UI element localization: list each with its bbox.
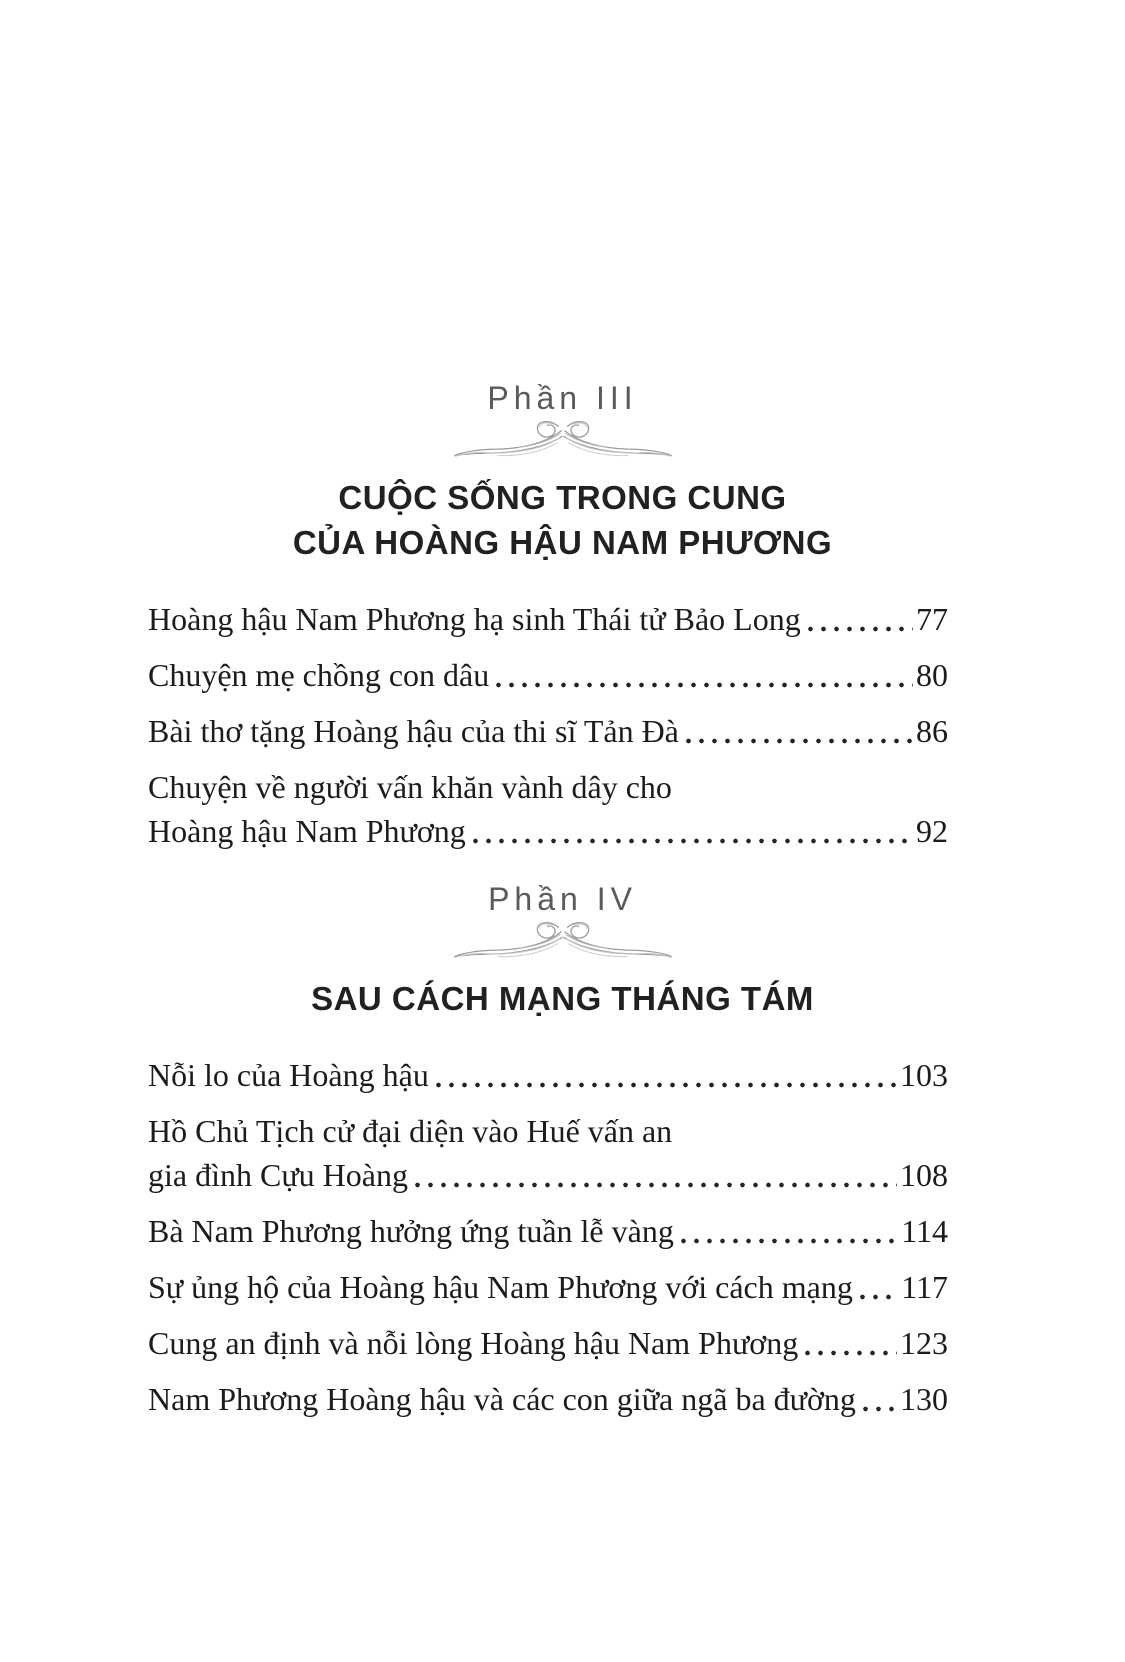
dot-leader: [856, 1294, 898, 1300]
part-label: Phần IV: [488, 881, 637, 917]
toc-entry: [148, 1321, 948, 1365]
entry-page-number: 80: [916, 657, 948, 693]
section-title-line: SAU CÁCH MẠNG THÁNG TÁM: [311, 980, 814, 1017]
toc-section-part-iv: [0, 881, 1125, 1421]
toc-entry: [148, 1377, 948, 1421]
section-title-line: CỦA HOÀNG HẬU NAM PHƯƠNG: [292, 524, 833, 561]
entry-page-number: 117: [901, 1269, 948, 1305]
entry-page-number: 92: [916, 813, 948, 849]
entry-page-number: 114: [901, 1213, 948, 1249]
toc-entry-list: [148, 597, 948, 853]
section-title-line: CUỘC SỐNG TRONG CUNG: [338, 479, 787, 516]
toc-entry: [148, 1053, 948, 1097]
dot-leader: [682, 738, 913, 744]
entry-title: Bà Nam Phương hưởng ứng tuần lễ vàng: [148, 1213, 674, 1249]
entry-title: Sự ủng hộ của Hoàng hậu Nam Phương với cách mạng: [148, 1269, 853, 1305]
entry-page-number: 77: [916, 601, 948, 637]
flourish-divider-icon: [0, 920, 1125, 962]
toc-entry: [148, 765, 948, 853]
toc-entry: [148, 709, 948, 753]
dot-leader: [804, 626, 913, 632]
toc-entry: [148, 1109, 948, 1197]
entry-title-line2: Hoàng hậu Nam Phương: [148, 813, 466, 849]
flourish-divider-icon: [0, 419, 1125, 461]
toc-section-part-iii: [0, 380, 1125, 853]
dot-leader: [677, 1238, 898, 1244]
entry-title-line2: gia đình Cựu Hoàng: [148, 1157, 408, 1193]
dot-leader: [801, 1350, 897, 1356]
entry-page-number: 108: [900, 1157, 948, 1193]
entry-title: Hoàng hậu Nam Phương hạ sinh Thái tử Bảo Long: [148, 601, 801, 637]
toc-entry: [148, 1209, 948, 1253]
entry-title: Bài thơ tặng Hoàng hậu của thi sĩ Tản Đà: [148, 713, 679, 749]
entry-page-number: 86: [916, 713, 948, 749]
entry-title: Nam Phương Hoàng hậu và các con giữa ngã ba đường: [148, 1381, 856, 1417]
entry-page-number: 103: [900, 1057, 948, 1093]
entry-title-line1: Chuyện về người vấn khăn vành dây cho: [148, 769, 672, 805]
dot-leader: [411, 1182, 897, 1188]
section-title: [0, 976, 1125, 1021]
entry-title: Cung an định và nỗi lòng Hoàng hậu Nam Phương: [148, 1325, 799, 1361]
dot-leader: [432, 1082, 897, 1088]
dot-leader: [859, 1406, 897, 1412]
entry-title: Chuyện mẹ chồng con dâu: [148, 657, 490, 693]
part-label: Phần III: [487, 380, 638, 416]
entry-title: Nỗi lo của Hoàng hậu: [148, 1057, 429, 1093]
toc-entry: [148, 653, 948, 697]
dot-leader: [469, 838, 913, 844]
entry-title-line1: Hồ Chủ Tịch cử đại diện vào Huế vấn an: [148, 1113, 673, 1149]
toc-entry: [148, 597, 948, 641]
toc-entry: [148, 1265, 948, 1309]
toc-entry-list: [148, 1053, 948, 1421]
section-title: [0, 475, 1125, 565]
dot-leader: [492, 682, 913, 688]
entry-page-number: 123: [900, 1325, 948, 1361]
entry-page-number: 130: [900, 1381, 948, 1417]
